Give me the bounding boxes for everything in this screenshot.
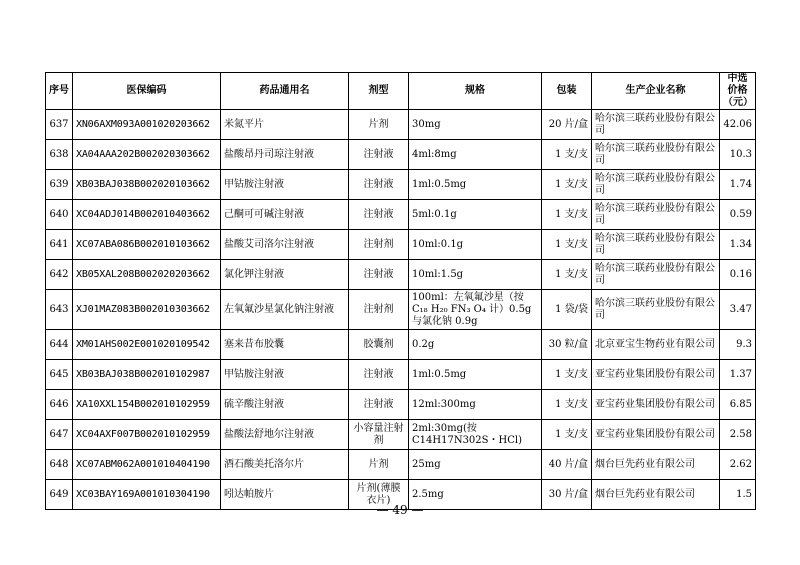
cell-pack: 40 片/盒 bbox=[542, 450, 592, 480]
table-row bbox=[46, 390, 756, 420]
cell-index: 639 bbox=[46, 170, 73, 200]
header-name: 药品通用名 bbox=[221, 73, 349, 110]
cell-maker: 哈尔滨三联药业股份有限公司 bbox=[592, 230, 720, 260]
cell-maker: 哈尔滨三联药业股份有限公司 bbox=[592, 200, 720, 230]
cell-pack: 1 支/支 bbox=[542, 420, 592, 450]
cell-pack: 1 支/支 bbox=[542, 230, 592, 260]
cell-drug-name: 硫辛酸注射液 bbox=[221, 390, 349, 420]
cell-drug-name: 盐酸昂丹司琼注射液 bbox=[221, 140, 349, 170]
cell-price: 2.62 bbox=[720, 450, 756, 480]
cell-code: XA04AAA202B002020303662 bbox=[73, 140, 221, 170]
cell-spec: 25mg bbox=[409, 450, 542, 480]
cell-maker: 烟台巨先药业有限公司 bbox=[592, 480, 720, 510]
cell-drug-name: 盐酸艾司洛尔注射液 bbox=[221, 230, 349, 260]
page-number: — 49 — bbox=[376, 503, 424, 517]
table-row bbox=[46, 420, 756, 450]
table-row bbox=[46, 110, 756, 140]
cell-maker: 哈尔滨三联药业股份有限公司 bbox=[592, 260, 720, 290]
cell-index: 642 bbox=[46, 260, 73, 290]
cell-price: 6.85 bbox=[720, 390, 756, 420]
cell-spec: 2.5mg bbox=[409, 480, 542, 510]
cell-drug-name: 甲钴胺注射液 bbox=[221, 360, 349, 390]
cell-spec: 12ml:300mg bbox=[409, 390, 542, 420]
cell-maker: 北京亚宝生物药业有限公司 bbox=[592, 330, 720, 360]
cell-index: 641 bbox=[46, 230, 73, 260]
cell-pack: 30 片/盒 bbox=[542, 480, 592, 510]
cell-code: XC04AXF007B002010102959 bbox=[73, 420, 221, 450]
header-pack: 包装 bbox=[542, 73, 592, 110]
cell-code: XC07ABA086B002010103662 bbox=[73, 230, 221, 260]
cell-maker: 亚宝药业集团股份有限公司 bbox=[592, 420, 720, 450]
cell-maker: 亚宝药业集团股份有限公司 bbox=[592, 390, 720, 420]
cell-code: XC04ADJ014B002010403662 bbox=[73, 200, 221, 230]
cell-pack: 1 支/支 bbox=[542, 140, 592, 170]
cell-price: 0.59 bbox=[720, 200, 756, 230]
cell-form: 片剂 bbox=[349, 450, 409, 480]
cell-index: 644 bbox=[46, 330, 73, 360]
cell-code: XJ01MAZ083B002010303662 bbox=[73, 290, 221, 330]
table-row bbox=[46, 330, 756, 360]
cell-pack: 1 袋/袋 bbox=[542, 290, 592, 330]
cell-pack: 20 片/盒 bbox=[542, 110, 592, 140]
table-row bbox=[46, 140, 756, 170]
cell-drug-name: 塞来昔布胶囊 bbox=[221, 330, 349, 360]
cell-drug-name: 左氧氟沙星氯化钠注射液 bbox=[221, 290, 349, 330]
header-spec: 规格 bbox=[409, 73, 542, 110]
cell-spec: 4ml:8mg bbox=[409, 140, 542, 170]
cell-pack: 1 支/支 bbox=[542, 260, 592, 290]
cell-index: 648 bbox=[46, 450, 73, 480]
cell-price: 9.3 bbox=[720, 330, 756, 360]
cell-form: 注射液 bbox=[349, 140, 409, 170]
cell-pack: 1 支/支 bbox=[542, 390, 592, 420]
cell-maker: 哈尔滨三联药业股份有限公司 bbox=[592, 110, 720, 140]
cell-form: 片剂 bbox=[349, 110, 409, 140]
cell-index: 645 bbox=[46, 360, 73, 390]
cell-spec: 100ml：左氧氟沙星（按 C₁₈ H₂₀ FN₃ O₄ 计）0.5g 与氯化钠 0.9g bbox=[409, 290, 542, 330]
cell-price: 1.34 bbox=[720, 230, 756, 260]
table-row bbox=[46, 230, 756, 260]
cell-form: 注射液 bbox=[349, 260, 409, 290]
cell-form: 小容量注射剂 bbox=[349, 420, 409, 450]
cell-drug-name: 米氮平片 bbox=[221, 110, 349, 140]
cell-maker: 哈尔滨三联药业股份有限公司 bbox=[592, 170, 720, 200]
cell-maker: 哈尔滨三联药业股份有限公司 bbox=[592, 290, 720, 330]
cell-form: 胶囊剂 bbox=[349, 330, 409, 360]
cell-form: 片剂(薄膜衣片) bbox=[349, 480, 409, 510]
cell-price: 1.37 bbox=[720, 360, 756, 390]
cell-drug-name: 盐酸法舒地尔注射液 bbox=[221, 420, 349, 450]
cell-spec: 0.2g bbox=[409, 330, 542, 360]
header-index: 序号 bbox=[46, 73, 73, 110]
cell-drug-name: 氯化钾注射液 bbox=[221, 260, 349, 290]
cell-price: 10.3 bbox=[720, 140, 756, 170]
cell-drug-name: 己酮可可碱注射液 bbox=[221, 200, 349, 230]
cell-price: 42.06 bbox=[720, 110, 756, 140]
header-form: 剂型 bbox=[349, 73, 409, 110]
cell-form: 注射液 bbox=[349, 360, 409, 390]
cell-form: 注射剂 bbox=[349, 230, 409, 260]
cell-price: 1.74 bbox=[720, 170, 756, 200]
cell-pack: 30 粒/盒 bbox=[542, 330, 592, 360]
cell-index: 649 bbox=[46, 480, 73, 510]
table-row bbox=[46, 360, 756, 390]
cell-maker: 烟台巨先药业有限公司 bbox=[592, 450, 720, 480]
cell-code: XC03BAY169A001010304190 bbox=[73, 480, 221, 510]
cell-spec: 10ml:1.5g bbox=[409, 260, 542, 290]
cell-index: 637 bbox=[46, 110, 73, 140]
cell-price: 2.58 bbox=[720, 420, 756, 450]
table-row bbox=[46, 290, 756, 330]
cell-form: 注射剂 bbox=[349, 290, 409, 330]
cell-price: 3.47 bbox=[720, 290, 756, 330]
cell-index: 643 bbox=[46, 290, 73, 330]
table-header-row bbox=[46, 73, 756, 110]
cell-spec: 5ml:0.1g bbox=[409, 200, 542, 230]
cell-maker: 哈尔滨三联药业股份有限公司 bbox=[592, 140, 720, 170]
cell-spec: 1ml:0.5mg bbox=[409, 360, 542, 390]
cell-code: XC07ABM062A001010404190 bbox=[73, 450, 221, 480]
table-row bbox=[46, 260, 756, 290]
cell-form: 注射液 bbox=[349, 200, 409, 230]
cell-drug-name: 酒石酸美托洛尔片 bbox=[221, 450, 349, 480]
cell-price: 0.16 bbox=[720, 260, 756, 290]
cell-code: XA10XXL154B002010102959 bbox=[73, 390, 221, 420]
cell-drug-name: 甲钴胺注射液 bbox=[221, 170, 349, 200]
cell-code: XB03BAJ038B002010102987 bbox=[73, 360, 221, 390]
table-row bbox=[46, 450, 756, 480]
cell-form: 注射液 bbox=[349, 170, 409, 200]
cell-spec: 10ml:0.1g bbox=[409, 230, 542, 260]
cell-pack: 1 支/支 bbox=[542, 200, 592, 230]
table-row bbox=[46, 200, 756, 230]
table-row bbox=[46, 170, 756, 200]
cell-index: 646 bbox=[46, 390, 73, 420]
cell-index: 638 bbox=[46, 140, 73, 170]
cell-price: 1.5 bbox=[720, 480, 756, 510]
drug-price-table bbox=[45, 72, 756, 510]
cell-code: XM01AHS002E001020109542 bbox=[73, 330, 221, 360]
cell-code: XN06AXM093A001020203662 bbox=[73, 110, 221, 140]
cell-pack: 1 支/支 bbox=[542, 360, 592, 390]
cell-spec: 1ml:0.5mg bbox=[409, 170, 542, 200]
cell-index: 640 bbox=[46, 200, 73, 230]
cell-pack: 1 支/支 bbox=[542, 170, 592, 200]
cell-index: 647 bbox=[46, 420, 73, 450]
header-code: 医保编码 bbox=[73, 73, 221, 110]
cell-code: XB03BAJ038B002020103662 bbox=[73, 170, 221, 200]
header-maker: 生产企业名称 bbox=[592, 73, 720, 110]
cell-maker: 亚宝药业集团股份有限公司 bbox=[592, 360, 720, 390]
cell-spec: 2ml:30mg(按 C14H17N302S・HCl) bbox=[409, 420, 542, 450]
cell-code: XB05XAL208B002020203662 bbox=[73, 260, 221, 290]
header-price: 中选价格（元） bbox=[720, 73, 756, 110]
cell-drug-name: 吲达帕胺片 bbox=[221, 480, 349, 510]
cell-form: 注射液 bbox=[349, 390, 409, 420]
cell-spec: 30mg bbox=[409, 110, 542, 140]
